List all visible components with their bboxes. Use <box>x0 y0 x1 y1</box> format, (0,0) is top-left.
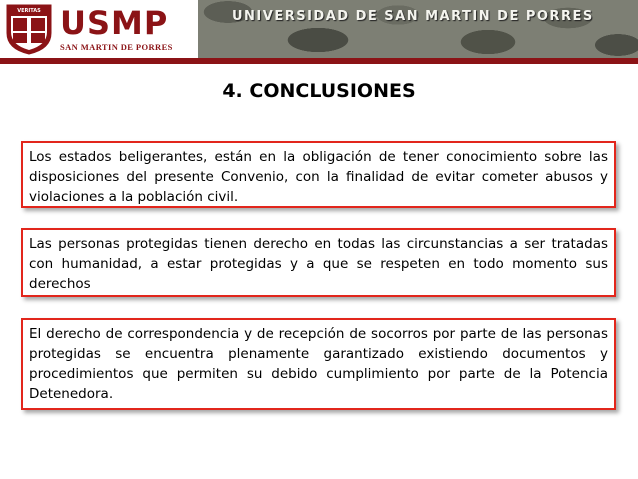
logo-subtitle: SAN MARTIN DE PORRES <box>60 42 173 52</box>
university-crest-icon <box>4 3 54 55</box>
header-divider <box>0 58 198 64</box>
slide-title: 4. CONCLUSIONES <box>222 80 416 102</box>
header-divider-right <box>198 58 638 64</box>
conclusion-box-3: El derecho de correspondencia y de recepción de socorros por parte de las personas protegidas se encuentra plenamente garantizado existiendo documentos y procedimientos que permiten su debido cumplimiento por parte de la Potencia Detenedora. <box>21 318 616 410</box>
header-banner <box>0 0 638 64</box>
svg-text:VERITAS: VERITAS <box>17 8 41 14</box>
logo-wordmark: USMP <box>60 4 169 42</box>
conclusion-box-2: Las personas protegidas tienen derecho en todas las circunstancias a ser tratadas con humanidad, a estar protegidas y a que se respeten en todo momento sus derechos <box>21 228 616 297</box>
conclusion-box-1: Los estados beligerantes, están en la obligación de tener conocimiento sobre las disposiciones del presente Convenio, con la finalidad de evitar cometer abusos y violaciones a la población civil. <box>21 141 616 208</box>
university-name: UNIVERSIDAD DE SAN MARTIN DE PORRES <box>232 9 594 24</box>
